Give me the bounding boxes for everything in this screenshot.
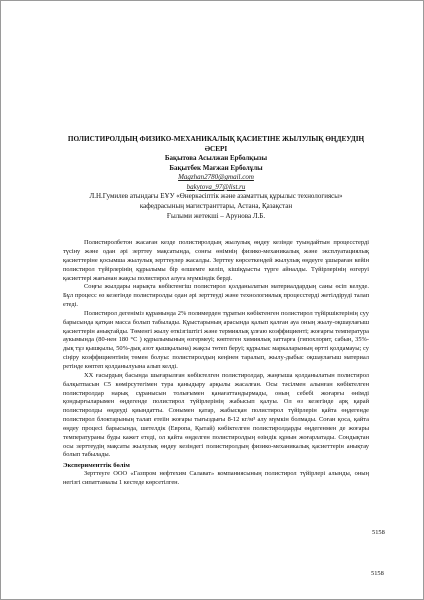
paragraph-4: XX ғасырдың басында шығарылған көбіктелген полистиролдар, жаңғыша қолданылатын полистирол балқытпасын С5 көмірсутегімен тура қаныдыру арқылы жасалған. Осы тәсілмен алынған көбіктелген полистиролдар нарық сұранысын толығымен қанағаттандырмады, оның себебі жоғарғы өнімді қондырғыларымен өңдегенде полистирол түйірлерінің жабысып қалуы. Ол өз кезегінде арқ қарай полистиролды өңдеуді қиындатты. Сонымен қатар, жабысқан полистирол түйірлерін қайта өңдегенде полистирол блоктарының талап етеіін жоғары тығыздығы 8-12 кг/м³ алу мүмкін болмады. Соған қоса, қайта өңдеу процесі барысында, шетелдік (Европа, Қытай) көбіктелген полистиролдарды өңдегенмен де жоғары температураны буды кажет етеді, ол қайта өңделген полистиролдың өзіндік құнын жоғарлатады. Сондықтан осы зерттеудің мақсаты жылулық өңдеу кезіндегі полистиролдың физико-механикалық қасиеттерін анықтау болып табылады.: [63, 371, 369, 459]
paragraph-3: Полистирол дегеніміз құрамында 2% полимерден тұратын көбіктенген полистирол түйіршіктерінің суу барысында қатқан масса болып табылады. Құыстарының арасында қалып қалған ауа оның жылу-оқшаулағыш қасиеттерін анықтайды. Төменгі жылу өткізгіштігі және термиялық ұлғаю коэффициенті; жоғарғы температура аукымында (80-нен 180 °С ) құрылымының өзгермеуі; көптеген химиялық заттарға (гипохлорит, сабын, 35%-дық тұз қышқылы, 50%-дық азот қышқылына) жақсы төтеп беруі; құрылыс маркаларының өртті қолдамауы; су сіңіру коэффициентінің төмен болуы: полистиролдың кеңінен таралып, жылу-дыбыс оқшаулағыш материал ретінде көптеп қолданылуына алып келді.: [63, 309, 369, 370]
advisor-line: Ғылыми жетекші – Арунова Л.Б.: [166, 211, 266, 220]
paragraph-2: Соңғы жылдары нарықта көбіктенгіш полистирол қолданылатын материалдардың саны өсіп келуде. Бұл процесс өз кезегінде полистиролды одан әрі зерттеуді және технологиялық процесстерді жетілдіруді талап етеді.: [63, 283, 369, 309]
side-page-number: 5158: [372, 529, 385, 536]
email-link-1[interactable]: Magzhan2780@gmail.com: [178, 173, 254, 182]
affiliation-line-1: Л.Н.Гумилев атындағы ЕҰУ «Өнеркәсіптік және азаматтық құрылыс технологиясы»: [89, 192, 343, 201]
author-2: Бақытбек Мағжан Ерболұлы: [169, 163, 263, 172]
article-title: ПОЛИСТИРОЛДЫҢ ФИЗИКО-МЕХАНИКАЛЫҚ ҚАСИЕТІНЕ ЖЫЛУЛЫҚ ӨҢДЕУДІҢ ӘСЕРІ: [67, 135, 365, 153]
page-number: 5158: [371, 570, 384, 577]
affiliation-line-2: кафедрасының магистранттары, Астана, Қазақстан: [139, 201, 293, 210]
paragraph-1: Полистиролбетон жасаған кезде полистиролдың жылулық өңдеу кезінде туындайтын процесстерді түсіну және одан әрі зерттеу мақсатында, сонғы өнімнің физико-механикалық және эксплуатациялық қасиеттеріне қосымша жылулық зерттеулер жасалды. Зерттеу көрсеткендей жылулық өңдеуге ұшыраған кейін полистирол түйірлерінің құрылымы бір өлшемге келіп, кішіқұысты түрге айналды. Түйірлерінің өзгеруі қасиеттері жағынан жақсы полистирол алуға мүмкіндік берді.: [63, 239, 369, 282]
email-link-2[interactable]: bakytova_97@list.ru: [186, 182, 246, 191]
paragraph-5: Зерттеуге ООО «Газпром нефтехим Салават» компаниясының полистирол түйірлері алынды, оның негізгі сипаттамалы 1 кестеде көрсетілген.: [63, 470, 369, 487]
section-heading: Эксперименттік бөлім: [63, 462, 130, 470]
author-1: Бақытова Асылжан Ерболқызы: [164, 154, 268, 162]
article-content: [63, 135, 369, 488]
article-body: [63, 239, 369, 488]
